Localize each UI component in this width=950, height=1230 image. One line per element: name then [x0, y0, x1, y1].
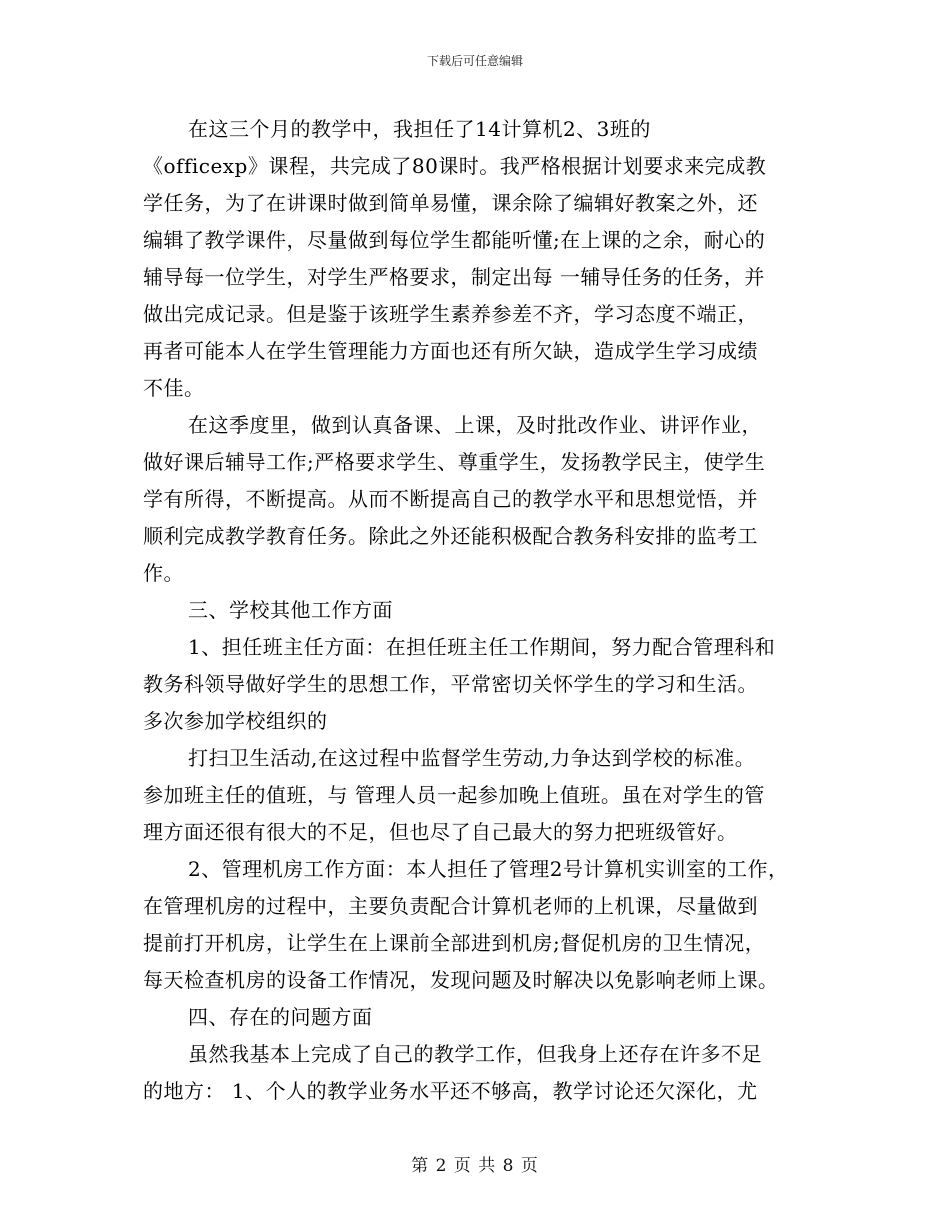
body-line: 做好课后辅导工作;严格要求学生、尊重学生，发扬教学民主，使学生: [143, 450, 766, 474]
body-line: 做出完成记录。但是鉴于该班学生素养参差不齐，学习态度不端正，: [143, 302, 758, 326]
body-line: 提前打开机房，让学生在上课前全部进到机房;督促机房的卫生情况，: [143, 931, 766, 955]
body-line: 的地方： 1、个人的教学业务水平还不够高，教学讨论还欠深化，尤: [143, 1079, 758, 1103]
body-line: 参加班主任的值班，与 管理人员一起参加晚上值班。虽在对学生的管: [143, 783, 765, 807]
section-heading: 四、存在的问题方面: [188, 1005, 373, 1029]
body-line: 在这三个月的教学中，我担任了14计算机2、3班的: [188, 117, 651, 141]
section-heading: 三、学校其他工作方面: [188, 598, 393, 622]
document-body: [143, 111, 823, 1110]
body-line: 在管理机房的过程中，主要负责配合计算机老师的上机课，尽量做到: [143, 894, 758, 918]
body-line: 编辑了教学课件，尽量做到每位学生都能听懂;在上课的之余，耐心的: [143, 228, 766, 252]
body-line: 每天检查机房的设备工作情况，发现问题及时解决以免影响老师上课。: [143, 968, 779, 992]
page-number: 第 2 页 共 8 页: [411, 1156, 539, 1176]
body-line: 作。: [143, 561, 184, 585]
body-line: 理方面还很有很大的不足，但也尽了自己最大的努力把班级管好。: [143, 820, 738, 844]
body-line: 《officexp》课程，共完成了80课时。我严格根据计划要求来完成教: [143, 154, 767, 178]
body-line: 多次参加学校组织的: [143, 709, 328, 733]
body-line: 1、担任班主任方面：在担任班主任工作期间，努力配合管理科和: [188, 635, 776, 659]
body-line: 顺利完成教学教育任务。除此之外还能积极配合教务科安排的监考工: [143, 524, 758, 548]
body-line: 学任务，为了在讲课时做到简单易懂，课余除了编辑好教案之外，还: [143, 191, 758, 215]
body-line: 在这季度里，做到认真备课、上课，及时批改作业、讲评作业，: [188, 413, 762, 437]
body-line: 辅导每一位学生，对学生严格要求，制定出每 一辅导任务的任务，并: [143, 265, 765, 289]
body-line: 教务科领导做好学生的思想工作，平常密切关怀学生的学习和生活。: [143, 672, 758, 696]
body-line: 虽然我基本上完成了自己的教学工作，但我身上还存在许多不足: [188, 1042, 762, 1066]
header-note: 下载后可任意编辑: [426, 54, 523, 68]
body-line: 不佳。: [143, 376, 205, 400]
body-line: 打扫卫生活动,在这过程中监督学生劳动,力争达到学校的标准。: [188, 746, 756, 770]
body-line: 2、管理机房工作方面：本人担任了管理2号计算机实训室的工作，: [188, 857, 789, 881]
body-line: 再者可能本人在学生管理能力方面也还有所欠缺，造成学生学习成绩: [143, 339, 758, 363]
body-line: 学有所得，不断提高。从而不断提高自己的教学水平和思想觉悟，并: [143, 487, 758, 511]
